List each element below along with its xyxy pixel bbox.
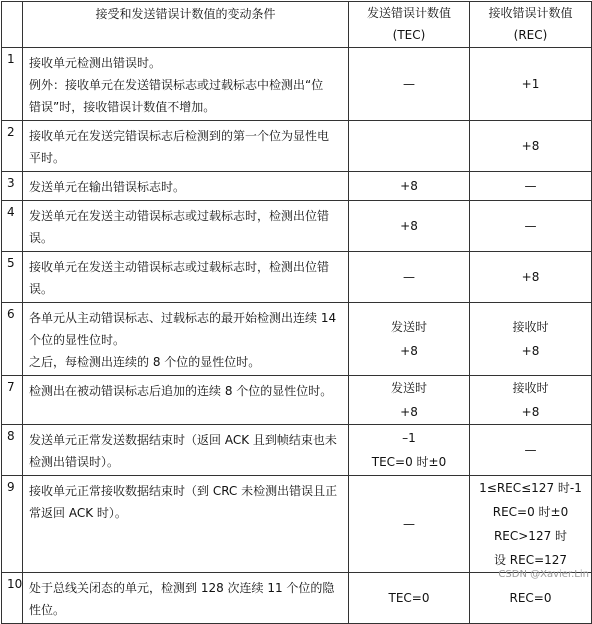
tec-value: — [403, 270, 415, 284]
rec-cell [470, 121, 592, 172]
tec-value: TEC=0 时±0 [371, 455, 447, 469]
tec-value: +8 [400, 219, 418, 233]
condition-cell [23, 201, 349, 252]
tec-cell [349, 573, 470, 624]
rec-value: — [524, 443, 537, 457]
condition-line: 误。 [29, 282, 54, 296]
condition-line: 常返回 ACK 时）。 [29, 506, 127, 520]
header-rec-line-1: 接收错误计数值 [488, 6, 573, 20]
table-row [2, 121, 592, 172]
tec-value: +8 [400, 344, 418, 358]
watermark: CSDN @Xavier.Lin [498, 569, 589, 580]
tec-value: +8 [400, 179, 418, 193]
tec-value: 发送时 [390, 320, 427, 334]
condition-line: 个位的显性位时。 [29, 333, 126, 347]
tec-value: –1 [402, 431, 416, 445]
row-number: 10 [2, 573, 23, 624]
condition-line: 发送单元正常发送数据结束时（返回 ACK 且到帧结束也未 [29, 433, 337, 447]
error-counter-table [1, 1, 592, 624]
rec-cell [470, 303, 592, 376]
header-num [2, 2, 23, 48]
rec-cell [470, 252, 592, 303]
row-number: 7 [2, 376, 23, 425]
header-rec-line-2: (REC) [513, 28, 548, 42]
row-number: 5 [2, 252, 23, 303]
condition-cell [23, 252, 349, 303]
tec-cell [349, 476, 470, 573]
condition-line: 发送单元在输出错误标志时。 [29, 180, 186, 194]
rec-cell [470, 476, 592, 573]
condition-line: 发送单元在发送主动错误标志或过载标志时，检测出位错 [29, 209, 330, 223]
tec-value: — [403, 517, 415, 531]
rec-value: 1≤REC≤127 时-1 [479, 481, 582, 495]
rec-value: 接收时 [512, 320, 549, 334]
tec-value: 发送时 [390, 381, 427, 395]
table-row [2, 376, 592, 425]
tec-value: TEC=0 [388, 591, 430, 605]
rec-cell [470, 425, 592, 476]
row-number: 6 [2, 303, 23, 376]
condition-line: 之后，每检测出连续的 8 个位的显性位时。 [29, 355, 261, 369]
header-tec [349, 2, 470, 48]
tec-cell [349, 201, 470, 252]
tec-cell [349, 252, 470, 303]
condition-line: 检测出在被动错误标志后追加的连续 8 个位的显性位时。 [29, 384, 333, 398]
condition-line: 接收单元正常接收数据结束时（到 CRC 未检测出错误且正 [29, 484, 338, 498]
table-row [2, 573, 592, 624]
tec-cell [349, 121, 470, 172]
table-row [2, 172, 592, 201]
table-row [2, 201, 592, 252]
table-row [2, 476, 592, 573]
rec-value: +8 [521, 344, 540, 358]
rec-value: — [524, 219, 537, 233]
condition-line: 性位。 [29, 603, 66, 617]
tec-value: +8 [400, 405, 418, 419]
rec-value: +8 [521, 270, 540, 284]
rec-value: +1 [521, 77, 540, 91]
rec-cell [470, 376, 592, 425]
row-number: 3 [2, 172, 23, 201]
condition-line: 误。 [29, 231, 54, 245]
rec-value: 接收时 [512, 381, 549, 395]
condition-cell [23, 172, 349, 201]
row-number: 9 [2, 476, 23, 573]
tec-cell [349, 172, 470, 201]
condition-line: 处于总线关闭态的单元，检测到 128 次连续 11 个位的隐 [29, 581, 335, 595]
condition-cell [23, 376, 349, 425]
condition-line: 检测出错误时）。 [29, 455, 120, 469]
condition-cell [23, 303, 349, 376]
condition-line: 各单元从主动错误标志、过载标志的最开始检测出连续 14 [29, 311, 337, 325]
table-row [2, 48, 592, 121]
row-number: 4 [2, 201, 23, 252]
condition-line: 平时。 [29, 151, 66, 165]
condition-line: 错误”时，接收错误计数值不增加。 [29, 100, 216, 114]
table-row [2, 425, 592, 476]
rec-cell [470, 201, 592, 252]
condition-cell [23, 121, 349, 172]
row-number: 8 [2, 425, 23, 476]
rec-value: REC>127 时 [493, 529, 568, 543]
rec-value: +8 [521, 139, 540, 153]
rec-value: REC=0 [509, 591, 552, 605]
condition-cell [23, 48, 349, 121]
rec-cell [470, 48, 592, 121]
tec-cell [349, 303, 470, 376]
header-rec [470, 2, 592, 48]
rec-cell [470, 172, 592, 201]
header-row [2, 2, 592, 48]
tec-cell [349, 425, 470, 476]
rec-cell [470, 573, 592, 624]
tec-cell [349, 376, 470, 425]
rec-value: REC=0 时±0 [492, 505, 569, 519]
tec-value: — [403, 77, 415, 91]
row-number: 2 [2, 121, 23, 172]
tec-cell [349, 48, 470, 121]
condition-line: 接收单元在发送完错误标志后检测到的第一个位为显性电 [29, 129, 330, 143]
table-row [2, 252, 592, 303]
condition-line: 接收单元检测出错误时。 [29, 56, 162, 70]
condition-cell [23, 573, 349, 624]
header-tec-line-2: (TEC) [392, 28, 426, 42]
header-tec-line-1: 发送错误计数值 [366, 6, 451, 20]
row-number: 1 [2, 48, 23, 121]
condition-cell [23, 476, 349, 573]
condition-line: 接收单元在发送主动错误标志或过载标志时，检测出位错 [29, 260, 330, 274]
header-condition: 接受和发送错误计数值的变动条件 [23, 2, 349, 48]
condition-cell [23, 425, 349, 476]
rec-value: 设 REC=127 [493, 553, 568, 567]
rec-value: — [524, 179, 537, 193]
condition-line: 例外：接收单元在发送错误标志或过载标志中检测出“位 [29, 78, 324, 92]
table-row [2, 303, 592, 376]
rec-value: +8 [521, 405, 540, 419]
